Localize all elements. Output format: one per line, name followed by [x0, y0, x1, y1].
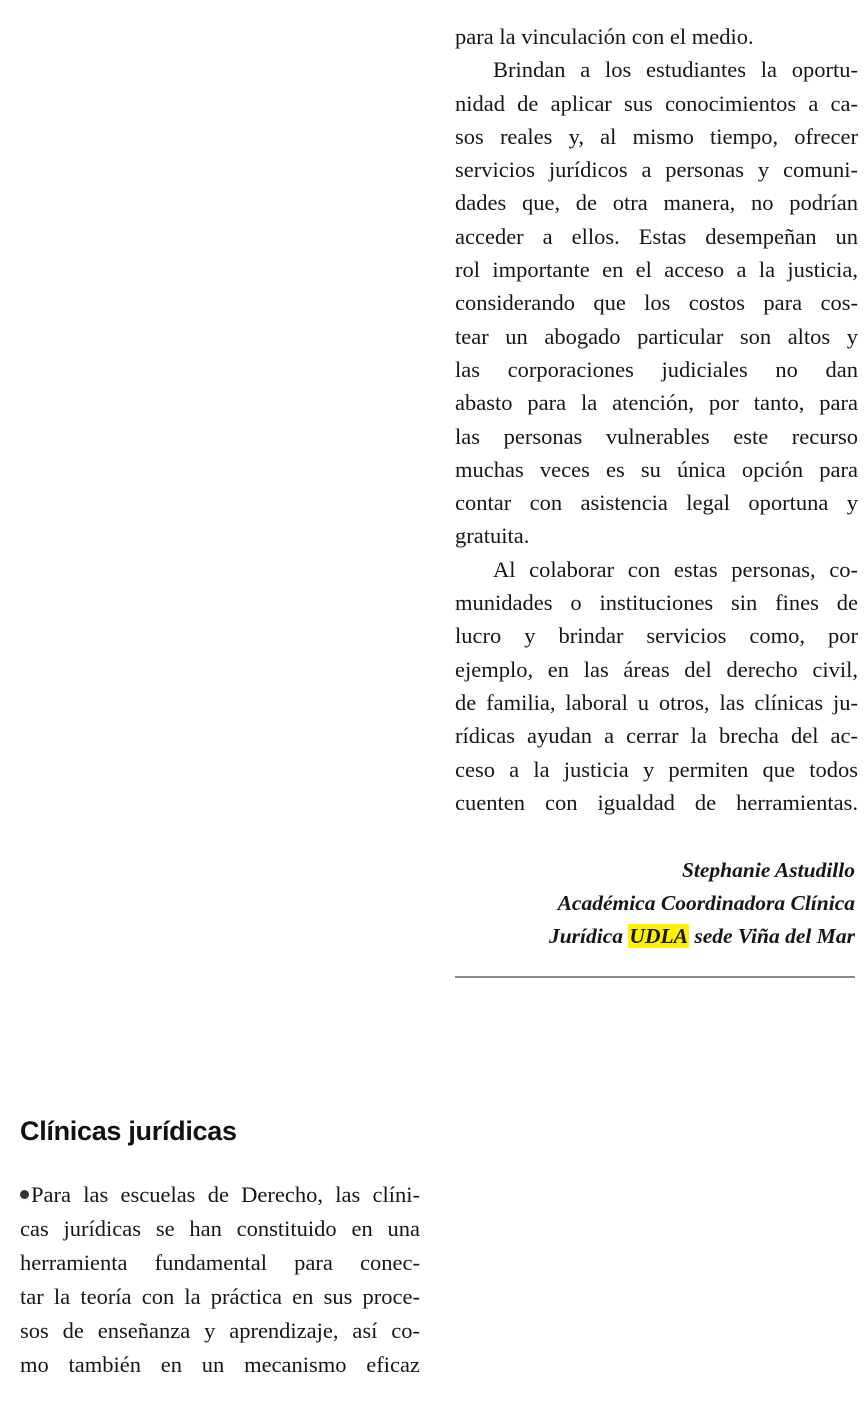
- article-heading: Clínicas jurídicas: [20, 1116, 237, 1146]
- text-line: contar con asistencia legal oportuna y: [455, 490, 858, 516]
- text-line: ceso a la justicia y permiten que todos: [455, 756, 858, 782]
- article-body: [20, 1178, 420, 1382]
- text-line: munidades o instituciones sin fines de: [455, 590, 858, 616]
- author-name: Stephanie Astudillo: [681, 858, 855, 882]
- text-line: considerando que los costos para cos-: [455, 290, 858, 316]
- text-line: sos reales y, al mismo tiempo, ofrecer: [455, 123, 858, 149]
- text-line: tear un abogado particular son altos y: [455, 323, 858, 349]
- text-line: servicios jurídicos a personas y comuni-: [455, 157, 858, 183]
- text-line: de familia, laboral u otros, las clínicas ju-: [455, 689, 858, 715]
- affiliation-prefix: Jurídica: [548, 924, 629, 948]
- text-line: mo también en un mecanismo eficaz: [20, 1352, 420, 1377]
- text-line: cas jurídicas se han constituido en una: [20, 1216, 420, 1241]
- author-affiliation: [455, 920, 855, 953]
- author-signature: [455, 854, 855, 953]
- text-line-content: Para las escuelas de Derecho, las clíni-: [31, 1182, 420, 1207]
- text-line: lucro y brindar servicios como, por: [455, 623, 858, 649]
- text-line: abasto para la atención, por tanto, para: [455, 390, 858, 416]
- text-line: Al colaborar con estas personas, co-: [493, 556, 858, 582]
- affiliation-suffix: sede Viña del Mar: [688, 924, 855, 948]
- text-line: rídicas ayudan a cerrar la brecha del ac-: [455, 723, 858, 749]
- text-line: nidad de aplicar sus conocimientos a ca-: [455, 90, 858, 116]
- text-line: gratuita.: [455, 523, 530, 549]
- section-divider: [455, 976, 855, 978]
- text-line: acceder a ellos. Estas desempeñan un: [455, 223, 858, 249]
- text-line: Brindan a los estudiantes la oportu-: [493, 57, 858, 83]
- article-continuation: [455, 20, 858, 819]
- text-line: rol importante en el acceso a la justicia,: [455, 257, 858, 283]
- text-line: para la vinculación con el medio.: [455, 24, 754, 49]
- text-line: las personas vulnerables este recurso: [455, 423, 858, 449]
- text-line: ejemplo, en las áreas del derecho civil,: [455, 656, 858, 682]
- highlighted-term: UDLA: [629, 924, 688, 948]
- text-line: herramienta fundamental para conec-: [20, 1250, 420, 1275]
- text-line: sos de enseñanza y aprendizaje, así co-: [20, 1318, 420, 1343]
- bullet-icon: [20, 1190, 29, 1199]
- text-line: tar la teoría con la práctica en sus proce-: [20, 1284, 420, 1309]
- text-line: dades que, de otra manera, no podrían: [455, 190, 858, 216]
- text-line: muchas veces es su única opción para: [455, 456, 858, 482]
- text-line: las corporaciones judiciales no dan: [455, 356, 858, 382]
- author-role: Académica Coordinadora Clínica: [557, 891, 855, 915]
- text-line: [20, 1178, 420, 1212]
- text-line: cuenten con igualdad de herramientas.: [455, 789, 858, 815]
